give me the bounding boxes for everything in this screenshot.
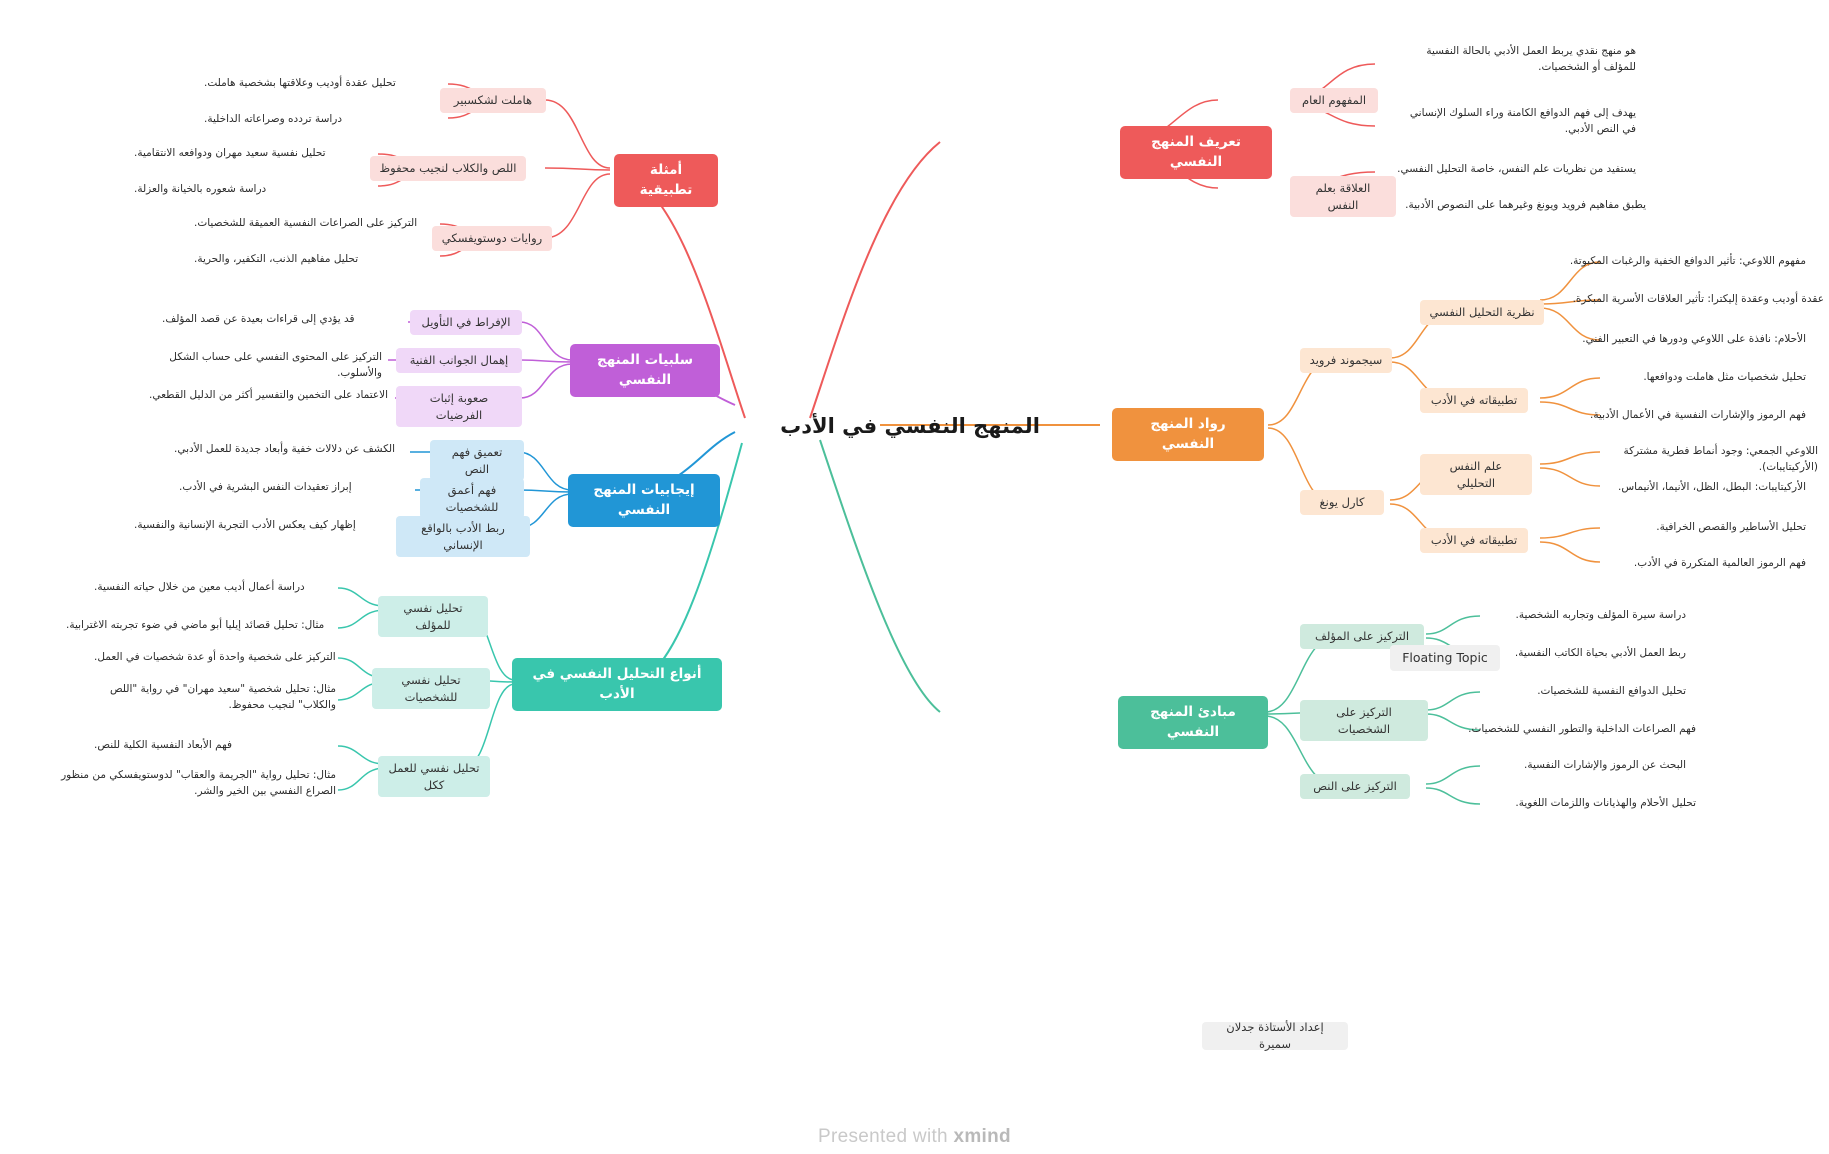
root-topic[interactable] — [780, 404, 1040, 448]
leaf-application-6: تحليل مفاهيم الذنب، التكفير، والحرية. — [194, 253, 359, 265]
branch-pioneers-label: رواد المنهج النفسي — [1150, 416, 1226, 452]
leaf-principle-4: فهم الصراعات الداخلية والتطور النفسي للشخصيات. — [1468, 723, 1696, 735]
leaf-jung-app-1: تحليل الأساطير والقصص الخرافية. — [1656, 521, 1806, 533]
subtopic-analytical-psychology[interactable]: علم النفس التحليلي — [1420, 454, 1532, 495]
leaf-application-5: التركيز على الصراعات النفسية العميقة للشخصيات. — [194, 217, 418, 229]
subtopic-jung[interactable]: كارل يونغ — [1300, 490, 1384, 515]
leaf-definition-3: يستفيد من نظريات علم النفس، خاصة التحليل النفسي. — [1397, 163, 1636, 175]
leaf-jung-2: الأركيتايبات: البطل، الظل، الأنيما، الأنيماس. — [1618, 481, 1806, 493]
leaf-positive-2: إبراز تعقيدات النفس البشرية في الأدب. — [179, 481, 352, 493]
leaf-principle-3: تحليل الدوافع النفسية للشخصيات. — [1537, 685, 1686, 697]
leaf-type-5: فهم الأبعاد النفسية الكلية للنص. — [94, 739, 232, 751]
leaf-principle-5: البحث عن الرموز والإشارات النفسية. — [1524, 759, 1686, 771]
leaf-negative-2: التركيز على المحتوى النفسي على حساب الشكل والأسلوب. — [169, 351, 382, 379]
subtopic-thief-and-dogs[interactable]: اللص والكلاب لنجيب محفوظ — [370, 156, 526, 181]
leaf-application-3: تحليل نفسية سعيد مهران ودوافعه الانتقامية. — [134, 147, 326, 159]
subtopic-neglect-artistic[interactable]: إهمال الجوانب الفنية — [396, 348, 522, 373]
subtopic-deepen-text[interactable]: تعميق فهم النص — [430, 440, 524, 481]
leaf-positive-3: إظهار كيف يعكس الأدب التجربة الإنسانية والنفسية. — [134, 519, 356, 531]
subtopic-whole-work-analysis[interactable]: تحليل نفسي للعمل ككل — [378, 756, 490, 797]
leaf-principle-2: ربط العمل الأدبي بحياة الكاتب النفسية. — [1514, 647, 1686, 659]
subtopic-author-analysis[interactable]: تحليل نفسي للمؤلف — [378, 596, 488, 637]
branch-negatives[interactable] — [570, 344, 720, 397]
floating-topic-label: Floating Topic — [1402, 649, 1488, 665]
branch-positives[interactable] — [568, 474, 720, 527]
leaf-principle-1: دراسة سيرة المؤلف وتجاربه الشخصية. — [1515, 609, 1686, 621]
subtopic-hard-proof[interactable]: صعوبة إثبات الفرضيات — [396, 386, 522, 427]
branch-negatives-label: سلبيات المنهج النفسي — [596, 352, 694, 388]
subtopic-dostoevsky[interactable]: روايات دوستويفسكي — [432, 226, 552, 251]
subtopic-freud-applications[interactable]: تطبيقاته في الأدب — [1420, 388, 1528, 413]
leaf-freud-3: الأحلام: نافذة على اللاوعي ودورها في التعبير الفني. — [1582, 333, 1806, 345]
subtopic-character-analysis[interactable]: تحليل نفسي للشخصيات — [372, 668, 490, 709]
leaf-principle-6: تحليل الأحلام والهذيانات واللزمات اللغوية. — [1515, 797, 1696, 809]
leaf-definition-4: يطبق مفاهيم فرويد ويونغ وغيرهما على النصوص الأدبية. — [1405, 199, 1646, 211]
subtopic-deeper-characters[interactable]: فهم أعمق للشخصيات — [420, 478, 524, 519]
subtopic-label: المفهوم العام — [1301, 93, 1367, 107]
leaf-application-4: دراسة شعوره بالخيانة والعزلة. — [134, 183, 267, 195]
subtopic-jung-applications[interactable]: تطبيقاته في الأدب — [1420, 528, 1528, 553]
leaf-freud-1: مفهوم اللاوعي: تأثير الدوافع الخفية والرغبات المكبوتة. — [1569, 255, 1806, 267]
leaf-freud-2: عقدة أوديب وعقدة إليكترا: تأثير العلاقات الأسرية المبكرة. — [1572, 293, 1824, 305]
leaf-negative-3: الاعتماد على التخمين والتفسير أكثر من الدليل القطعي. — [149, 389, 389, 401]
watermark-brand: xmind — [953, 1126, 1011, 1147]
watermark-prefix: Presented with — [818, 1126, 954, 1147]
leaf-type-3: التركيز على شخصية واحدة أو عدة شخصيات في العمل. — [94, 651, 336, 663]
leaf-type-4: مثال: تحليل شخصية "سعيد مهران" في رواية "اللص والكلاب" لنجيب محفوظ. — [109, 683, 336, 711]
leaf-freud-app-1: تحليل شخصيات مثل هاملت ودوافعها. — [1643, 371, 1806, 383]
branch-principles[interactable] — [1118, 696, 1268, 749]
leaf-negative-1: قد يؤدي إلى قراءات بعيدة عن قصد المؤلف. — [162, 313, 355, 325]
subtopic-focus-author[interactable]: التركيز على المؤلف — [1300, 624, 1424, 649]
branch-definition-label: تعريف المنهج النفسي — [1151, 134, 1241, 170]
leaf-freud-app-2: فهم الرموز والإشارات النفسية في الأعمال الأدبية. — [1590, 409, 1806, 421]
subtopic-freud[interactable]: سيجموند فرويد — [1300, 348, 1392, 373]
leaf-type-1: دراسة أعمال أديب معين من خلال حياته النفسية. — [94, 581, 305, 593]
root-topic-label: المنهج النفسي في الأدب — [780, 413, 1040, 438]
leaf-jung-app-2: فهم الرموز العالمية المتكررة في الأدب. — [1633, 557, 1806, 569]
branch-types-label: أنواع التحليل النفسي في الأدب — [532, 666, 702, 702]
leaf-type-6: مثال: تحليل رواية "الجريمة والعقاب" لدوستويفسكي من منظور الصراع النفسي بين الخير والشر. — [61, 769, 336, 797]
subtopic-general-concept[interactable] — [1290, 88, 1378, 113]
subtopic-link-human-reality[interactable]: ربط الأدب بالواقع الإنساني — [396, 516, 530, 557]
subtopic-focus-characters[interactable]: التركيز على الشخصيات — [1300, 700, 1428, 741]
branch-positives-label: إيجابيات المنهج النفسي — [593, 482, 695, 518]
subtopic-label: العلاقة بعلم النفس — [1315, 181, 1371, 212]
branch-types[interactable] — [512, 658, 722, 711]
leaf-definition-1: هو منهج نقدي يربط العمل الأدبي بالحالة النفسية للمؤلف أو الشخصيات. — [1426, 45, 1636, 73]
credit-note[interactable] — [1202, 1022, 1348, 1050]
branch-applications-label: أمثلة تطبيقية — [639, 162, 693, 198]
leaf-definition-2: يهدف إلى فهم الدوافع الكامنة وراء السلوك الإنساني في النص الأدبي. — [1409, 107, 1636, 135]
subtopic-psych-relation[interactable] — [1290, 176, 1396, 217]
floating-topic[interactable] — [1390, 645, 1500, 671]
leaf-jung-1: اللاوعي الجمعي: وجود أنماط فطرية مشتركة (الأركيتايبات). — [1623, 445, 1818, 473]
branch-pioneers[interactable] — [1112, 408, 1264, 461]
leaf-type-2: مثال: تحليل قصائد إيليا أبو ماضي في ضوء تجربته الاغترابية. — [66, 619, 325, 631]
subtopic-hamlet[interactable]: هاملت لشكسبير — [440, 88, 546, 113]
subtopic-psychoanalysis-theory[interactable]: نظرية التحليل النفسي — [1420, 300, 1544, 325]
xmind-watermark — [0, 1126, 1829, 1148]
credit-note-label: إعداد الأستاذة جدلان سميرة — [1226, 1020, 1324, 1051]
leaf-application-2: دراسة تردده وصراعاته الداخلية. — [204, 113, 343, 125]
leaf-positive-1: الكشف عن دلالات خفية وأبعاد جديدة للعمل الأدبي. — [174, 443, 396, 455]
subtopic-focus-text[interactable]: التركيز على النص — [1300, 774, 1410, 799]
subtopic-over-interpretation[interactable]: الإفراط في التأويل — [410, 310, 522, 335]
branch-principles-label: مبادئ المنهج النفسي — [1150, 704, 1236, 740]
branch-applications[interactable] — [614, 154, 718, 207]
branch-definition[interactable] — [1120, 126, 1272, 179]
leaf-application-1: تحليل عقدة أوديب وعلاقتها بشخصية هاملت. — [204, 77, 396, 89]
